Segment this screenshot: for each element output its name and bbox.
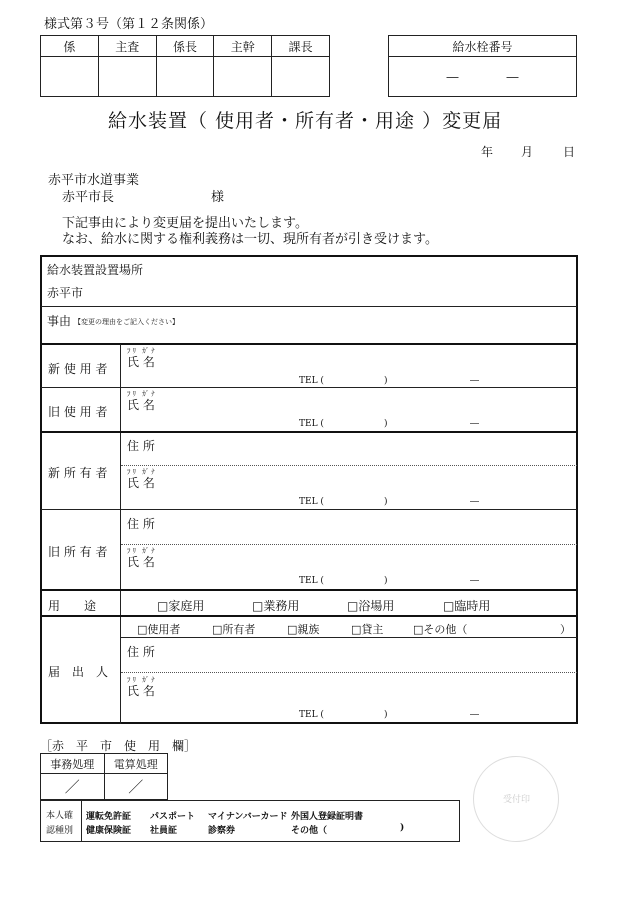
location-value[interactable]: 赤平市 xyxy=(47,286,84,300)
applicant-option-lender[interactable]: □貸主 xyxy=(351,623,384,636)
name-label: 氏 名 xyxy=(127,555,155,569)
intro-line: 下記事由により変更届を提出いたします。 xyxy=(62,216,308,231)
tel-close: ) xyxy=(384,710,388,720)
recipient-name: 赤平市長 xyxy=(62,190,115,205)
processing-header: 電算処理 xyxy=(104,754,168,774)
location-label: 給水装置設置場所 xyxy=(47,263,144,277)
divider xyxy=(41,343,577,345)
id-paren-close: ) xyxy=(400,823,405,833)
old-user-label: 旧 使 用 者 xyxy=(48,405,108,419)
label-column-line xyxy=(120,344,121,724)
new-owner-label: 新 所 有 者 xyxy=(48,466,108,480)
id-check-label: 認種別 xyxy=(46,826,74,836)
usage-option-home[interactable]: □家庭用 xyxy=(157,599,205,613)
tel-label: TEL ( xyxy=(299,376,324,386)
stamp-cell[interactable] xyxy=(41,57,99,97)
reason-note: 【変更の理由をご記入ください】 xyxy=(74,318,179,326)
id-option[interactable]: 健康保険証 xyxy=(86,826,132,836)
usage-option-bath[interactable]: □浴場用 xyxy=(347,599,395,613)
recipient-org: 赤平市水道事業 xyxy=(48,173,140,188)
recipient-honorific: 様 xyxy=(211,190,225,205)
id-option[interactable]: 診察券 xyxy=(208,826,236,836)
tel-close: ) xyxy=(384,576,388,586)
applicant-paren-close: ） xyxy=(560,623,571,636)
date-year: 年 xyxy=(481,145,494,159)
stamp-cell[interactable] xyxy=(156,57,214,97)
tel-dash: ― xyxy=(470,497,479,507)
furigana-label: ﾌﾘ ｶﾞﾅ xyxy=(127,676,157,684)
tel-label: TEL ( xyxy=(299,419,324,429)
tel-label: TEL ( xyxy=(299,497,324,507)
meter-dash: ― xyxy=(446,69,459,84)
name-label: 氏 名 xyxy=(127,355,155,369)
meter-dash: ― xyxy=(506,69,519,84)
name-label: 氏 名 xyxy=(127,476,155,490)
stamp-header-kakaricho: 係長 xyxy=(156,36,214,57)
id-option[interactable]: パスポート xyxy=(150,812,196,822)
id-option[interactable]: 運転免許証 xyxy=(86,812,132,822)
divider xyxy=(41,615,577,617)
id-option[interactable]: その他（ xyxy=(291,826,328,836)
applicant-option-relative[interactable]: □親族 xyxy=(287,623,320,636)
stamp-header-kakari: 係 xyxy=(41,36,99,57)
date-month: 月 xyxy=(521,145,534,159)
usage-option-temporary[interactable]: □臨時用 xyxy=(443,599,491,613)
processing-table xyxy=(40,753,168,800)
usage-option-business[interactable]: □業務用 xyxy=(252,599,300,613)
form-number: 様式第３号（第１２条関係） xyxy=(44,17,214,32)
id-check-divider xyxy=(81,800,82,842)
tel-dash: ― xyxy=(470,419,479,429)
meter-number-table xyxy=(388,35,577,97)
applicant-option-other[interactable]: □その他（ xyxy=(413,623,468,636)
tel-close: ) xyxy=(384,497,388,507)
reception-stamp-label: 受付印 xyxy=(503,795,531,805)
tel-label: TEL ( xyxy=(299,576,324,586)
meter-number-field[interactable] xyxy=(389,57,577,97)
tel-dash: ― xyxy=(470,576,479,586)
tel-dash: ― xyxy=(470,710,479,720)
page-title: 給水装置（ 使用者・所有者・用途 ）変更届 xyxy=(108,110,503,132)
old-owner-label: 旧 所 有 者 xyxy=(48,545,108,559)
tel-close: ) xyxy=(384,376,388,386)
reason-label: 事由 xyxy=(47,314,72,328)
new-user-label: 新 使 用 者 xyxy=(48,362,108,376)
address-label: 住 所 xyxy=(127,645,155,659)
furigana-label: ﾌﾘ ｶﾞﾅ xyxy=(127,547,157,555)
id-option[interactable]: マイナンバーカード xyxy=(208,812,288,822)
stamp-cell[interactable] xyxy=(98,57,156,97)
id-option[interactable]: 外国人登録証明書 xyxy=(291,812,364,822)
divider xyxy=(41,589,577,591)
applicant-option-user[interactable]: □使用者 xyxy=(137,623,181,636)
tel-close: ) xyxy=(384,419,388,429)
applicant-option-owner[interactable]: □所有者 xyxy=(212,623,256,636)
stamp-header-kacho: 課長 xyxy=(272,36,330,57)
stamp-header-shukan: 主幹 xyxy=(214,36,272,57)
divider xyxy=(41,509,577,510)
dotted-divider xyxy=(121,672,577,673)
address-label: 住 所 xyxy=(127,439,155,453)
intro-line: なお、給水に関する権利義務は一切、現所有者が引き受けます。 xyxy=(62,232,438,247)
stamp-header-shusa: 主査 xyxy=(98,36,156,57)
office-use-label: ［赤 平 市 使 用 欄］ xyxy=(40,739,197,753)
furigana-label: ﾌﾘ ｶﾞﾅ xyxy=(127,347,157,355)
meter-number-header: 給水栓番号 xyxy=(389,36,577,57)
tel-dash: ― xyxy=(470,376,479,386)
dotted-divider xyxy=(121,544,577,545)
dotted-divider xyxy=(121,465,577,466)
id-option[interactable]: 社員証 xyxy=(150,826,178,836)
furigana-label: ﾌﾘ ｶﾞﾅ xyxy=(127,468,157,476)
processing-slash: ／ xyxy=(41,774,105,800)
processing-header: 事務処理 xyxy=(41,754,105,774)
tel-label: TEL ( xyxy=(299,710,324,720)
id-check-label: 本人確 xyxy=(46,811,74,821)
stamp-cell[interactable] xyxy=(272,57,330,97)
approval-stamp-table xyxy=(40,35,330,97)
stamp-cell[interactable] xyxy=(214,57,272,97)
address-label: 住 所 xyxy=(127,517,155,531)
furigana-label: ﾌﾘ ｶﾞﾅ xyxy=(127,390,157,398)
divider xyxy=(121,637,577,638)
name-label: 氏 名 xyxy=(127,398,155,412)
usage-label: 用 途 xyxy=(48,599,97,613)
applicant-label: 届 出 人 xyxy=(48,665,109,679)
divider xyxy=(41,306,577,307)
processing-slash: ／ xyxy=(104,774,168,800)
divider xyxy=(41,431,577,433)
divider xyxy=(41,387,577,388)
date-day: 日 xyxy=(563,145,576,159)
name-label: 氏 名 xyxy=(127,684,155,698)
